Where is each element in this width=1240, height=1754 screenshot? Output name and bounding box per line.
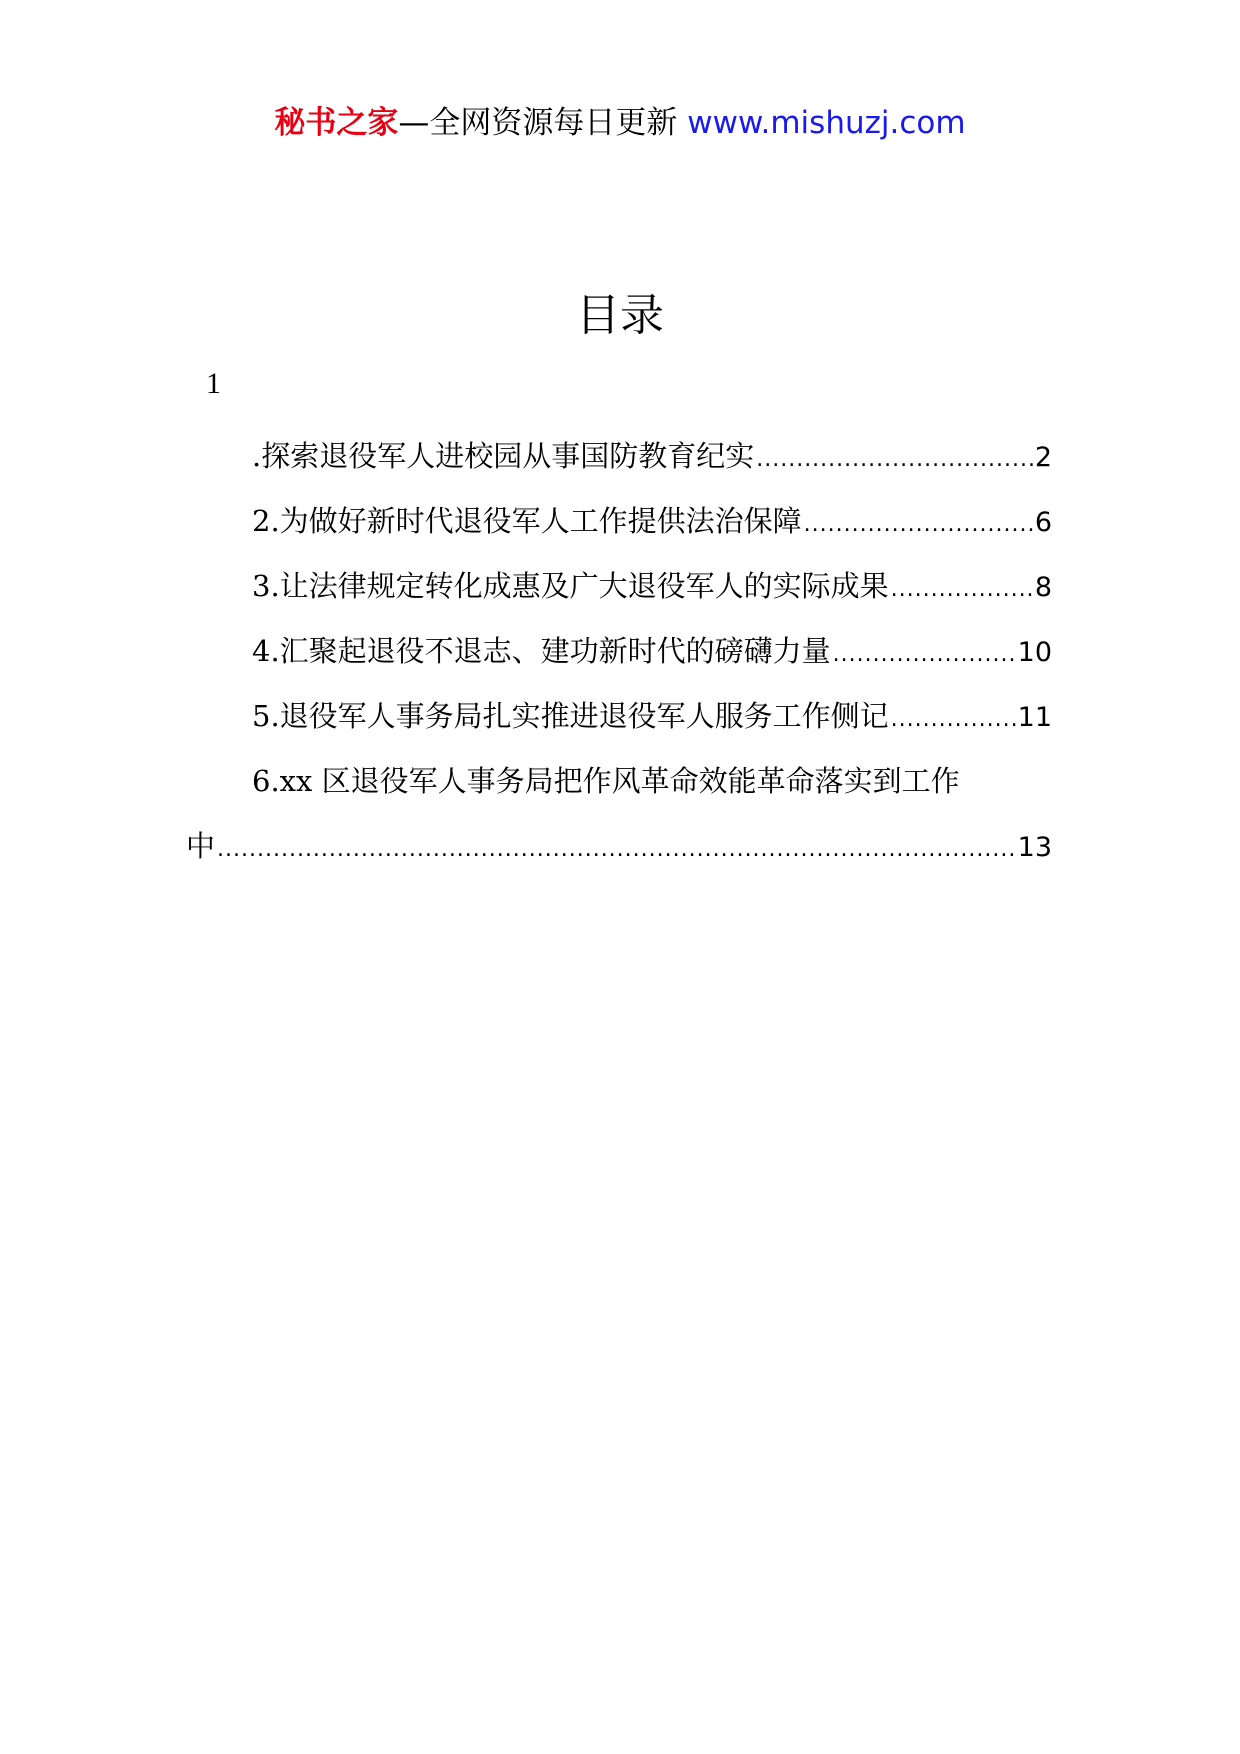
- toc-entry[interactable]: [186, 554, 1052, 619]
- toc-page-number: 2: [1034, 442, 1052, 473]
- toc-entry-text: 2.为做好新时代退役军人工作提供法治保障: [252, 504, 802, 538]
- toc-entry-text: 5.退役军人事务局扎实推进退役军人服务工作侧记: [252, 699, 889, 733]
- toc-stray-number: 1: [206, 367, 221, 400]
- toc-entry-wrapped-line2[interactable]: [186, 814, 1052, 879]
- toc-entry-wrapped-line1[interactable]: [186, 749, 1052, 814]
- site-header: [0, 100, 1240, 146]
- toc-leader-dots: [891, 557, 1033, 622]
- toc-entry-text: .探索退役军人进校园从事国防教育纪实: [252, 439, 755, 473]
- toc-entry[interactable]: [186, 424, 1052, 489]
- toc-entry-text: 4.汇聚起退役不退志、建功新时代的磅礴力量: [252, 634, 831, 668]
- toc-entry[interactable]: [186, 684, 1052, 749]
- toc-entry-text: 6.xx 区退役军人事务局把作风革命效能革命落实到工作: [252, 764, 960, 798]
- site-url-link[interactable]: www.mishuzj.com: [687, 105, 966, 141]
- toc-entry[interactable]: [186, 489, 1052, 554]
- toc-page-number: 10: [1017, 637, 1052, 668]
- brand-name: 秘书之家: [274, 105, 399, 141]
- toc-leader-dots: [891, 687, 1016, 752]
- toc-page-number: 11: [1017, 702, 1052, 733]
- toc-page-number: 6: [1034, 507, 1052, 538]
- toc-entry-text: 3.让法律规定转化成惠及广大退役军人的实际成果: [252, 569, 889, 603]
- toc-entry[interactable]: [186, 619, 1052, 684]
- toc-leader-dots: [217, 817, 1016, 882]
- toc-leader-dots: [833, 622, 1016, 687]
- toc-entry-text-continued: 中: [186, 829, 216, 863]
- toc-page-number: 13: [1017, 832, 1052, 863]
- toc-leader-dots: [756, 427, 1033, 492]
- toc-page-number: 8: [1034, 572, 1052, 603]
- site-slogan: —全网资源每日更新: [398, 105, 678, 141]
- toc-leader-dots: [804, 492, 1033, 557]
- toc-title: 目录: [576, 290, 664, 341]
- toc-list: [186, 424, 1052, 879]
